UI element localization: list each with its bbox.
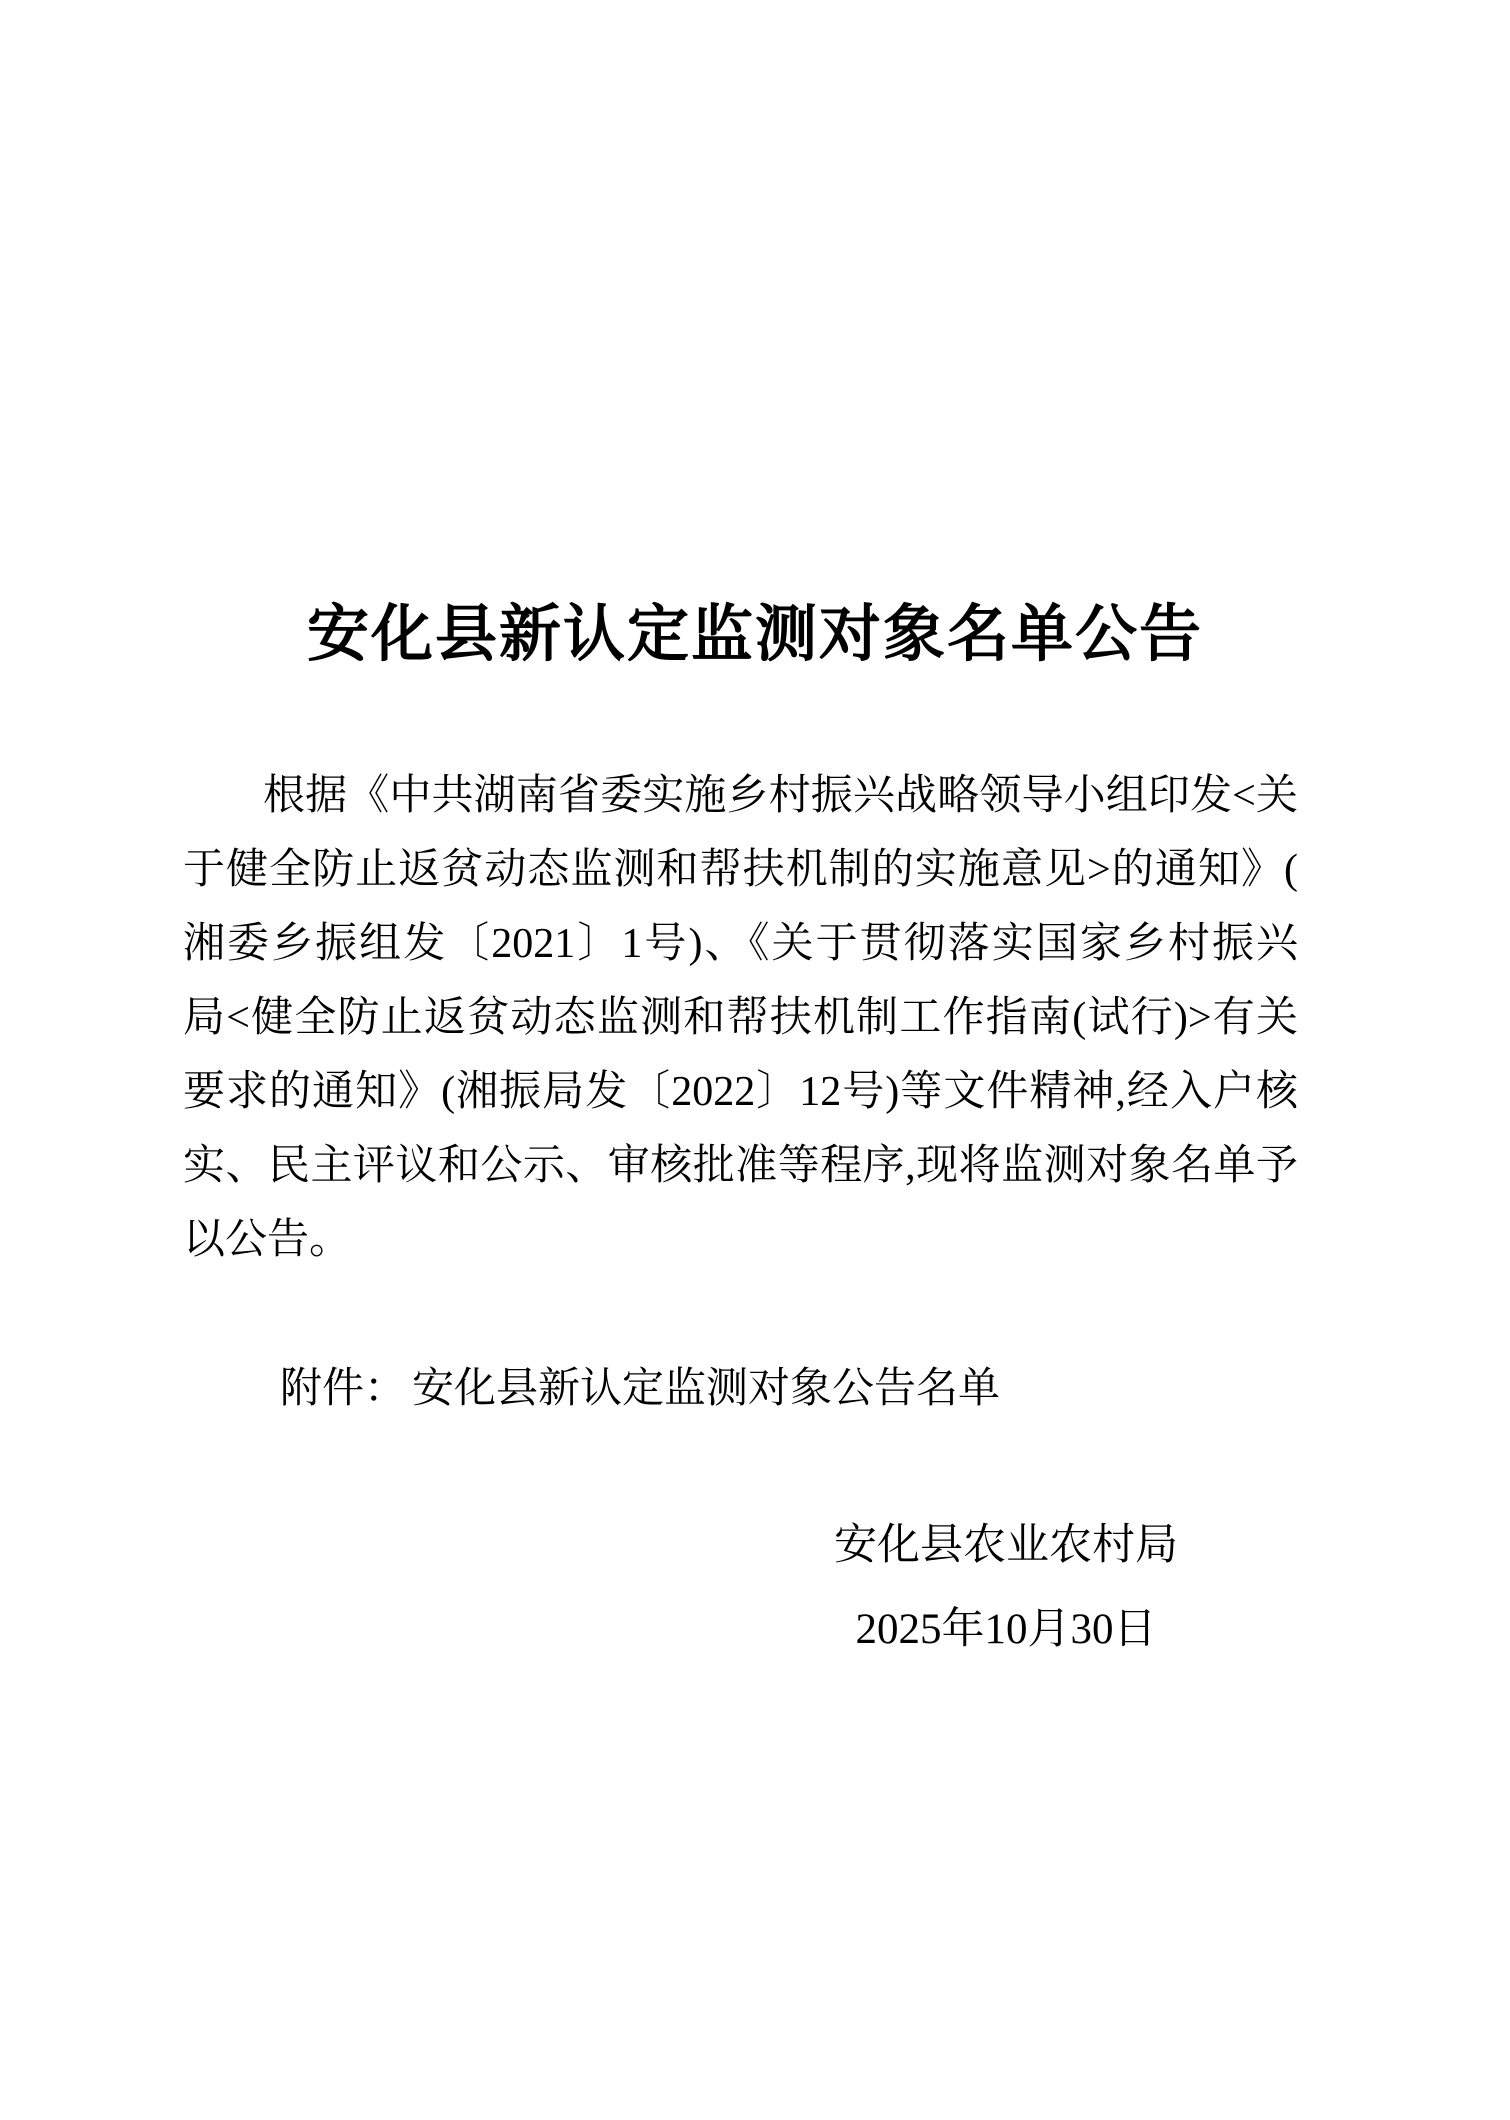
- attachment-line: [280, 1361, 1000, 1417]
- paragraph-line: 要求的通知》(湘振局发〔2022〕12号)等文件精神,经入户核: [183, 1069, 1298, 1115]
- signature-block: [756, 1524, 1256, 1652]
- paragraph-line: 于健全防止返贫动态监测和帮扶机制的实施意见>的通知》(: [183, 847, 1298, 893]
- issuer-name: 安化县农业农村局: [834, 1522, 1178, 1569]
- paragraph-line: 实、民主评议和公示、审核批准等程序,现将监测对象名单予: [183, 1143, 1298, 1189]
- paragraph-line: 根据《中共湖南省委实施乡村振兴战略领导小组印发<关: [263, 773, 1298, 819]
- body-paragraph: [183, 759, 1298, 1277]
- attachment-label: 附件：: [280, 1366, 407, 1412]
- attachment-name: 安化县新认定监测对象公告名单: [412, 1366, 1001, 1412]
- issue-date: 2025年10月30日: [855, 1606, 1157, 1653]
- announcement-title: 安化县新认定监测对象名单公告: [306, 601, 1203, 669]
- paragraph-line: 湘委乡振组发〔2021〕1号)、《关于贯彻落实国家乡村振兴: [183, 921, 1298, 967]
- paragraph-line: 以公告。: [183, 1217, 352, 1263]
- paragraph-line: 局<健全防止返贫动态监测和帮扶机制工作指南(试行)>有关: [183, 995, 1298, 1041]
